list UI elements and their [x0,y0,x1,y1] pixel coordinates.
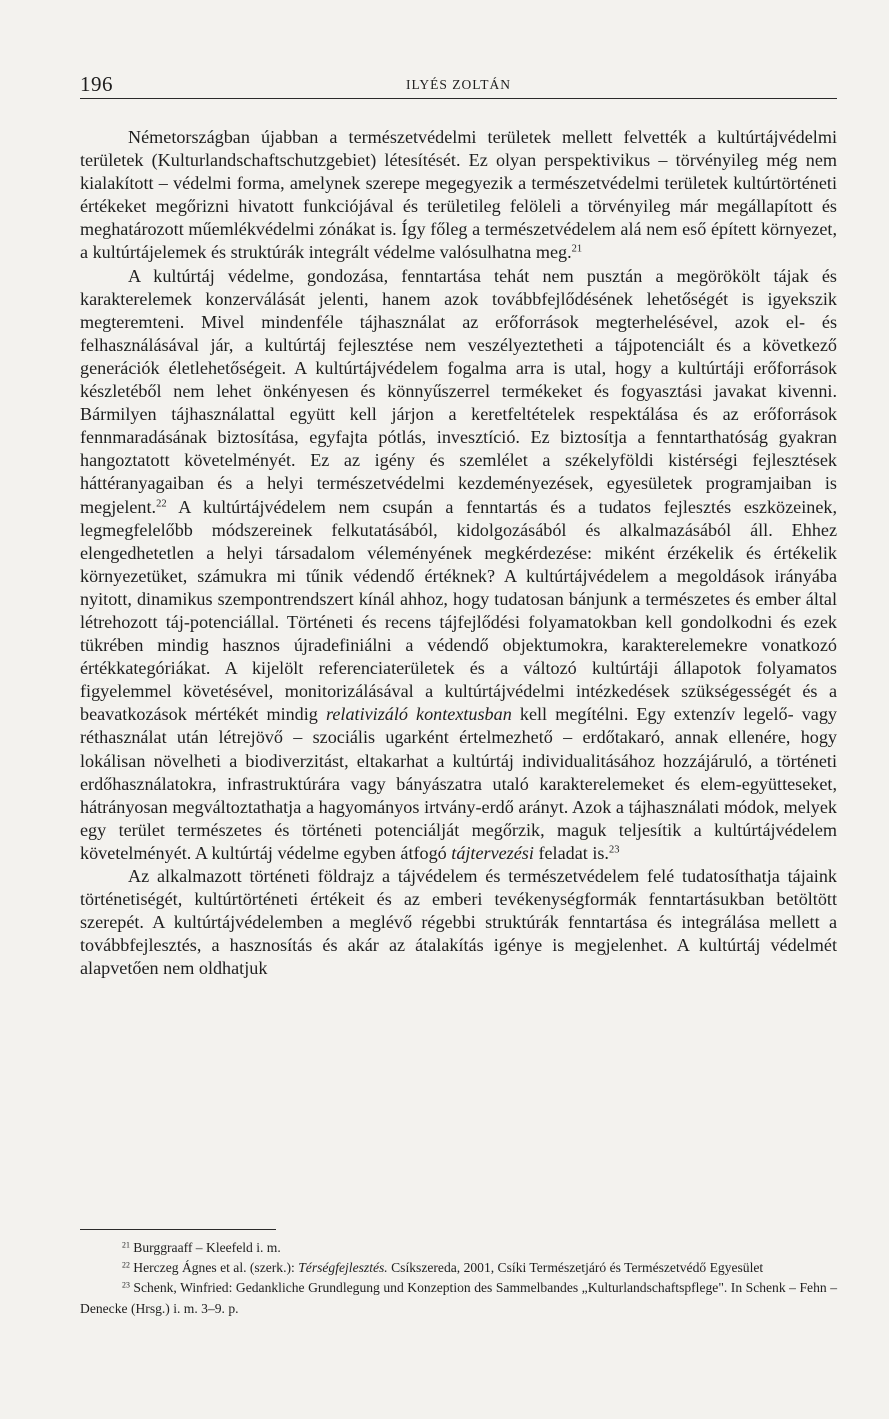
body-text [80,126,837,980]
text-run: Csíkszereda, 2001, Csíki Természetjáró és Természetvédő Egyesület [387,1260,764,1276]
footnote-reference: 23 [608,844,620,856]
text-run: Németországban újabban a természetvédelmi területek mellett felvették a kultúrtájvédelmi területek (Kulturlandschaftschutzgebiet) létesítését. Ez olyan perspektivikus – törvényileg még nem kialakított – védelmi forma, amelynek szerepe megegyezik a természetvédelmi területek kultúrtörténeti értékeket megőrizni hivatott funkciójával és területileg felöleli a törvényileg már megállapított és meghatározott műemlékvédelmi zónákat is. Így főleg a természetvédelem alá nem eső épített környezet, a kultúrtájelemek és struktúrák integrált védelme valósulhatna meg. [80,127,837,263]
text-run: kell megítélni. Egy extenzív legelő- vagy réthasználat után létrejövő – szociális ugarként értelmezhető – erdőtakaró, annak ellenére, hogy lokálisan növelheti a biodiverzitást, eltakarhat a kultúrtáj individualitásához hozzájáruló, a történeti erdőhasználatokra, infrastruktúrára vagy bányászatra utaló karakterelemeket és elem-együtteseket, hátrányosan megváltoztathatja a hagyományos irtvány-erdő arányt. Azok a tájhasználati módok, melyek egy terület természetes és történeti potenciálját megőrzik, maguk teljesítik a kultúrtájvédelem követelményét. A kultúrtáj védelme egyben átfogó [80,704,837,863]
page-number: 196 [80,72,113,96]
footnote-reference: 22 [156,498,167,510]
paragraph [80,865,837,980]
footnote-reference: 21 [122,1240,130,1250]
footnote-separator [80,1229,276,1230]
footnote [80,1238,837,1258]
italic-text: tájtervezési [451,842,534,863]
footnotes [80,1238,837,1319]
footnote-reference: 23 [122,1280,130,1290]
italic-text: Térségfejlesztés. [298,1260,388,1276]
text-run: feladat is. [533,842,609,863]
text-run: Herczeg Ágnes et al. (szerk.): [129,1260,299,1276]
text-run: Schenk, Winfried: Gedankliche Grundlegung und Konzeption des Sammelbandes „Kulturlandschaftspflege". In Schenk – Fehn – Denecke (Hrsg.) i. m. 3–9. p. [80,1280,837,1316]
text-run: Az alkalmazott történeti földrajz a tájvédelem és természetvédelem felé tudatosíthatja tájaink történetiségét, kultúrtörténeti értékeit és az emberi tevékenységformák fenntartásukban betöltött szerepét. A kultúrtájvédelemben a meglévő régebbi struktúrák fenntartása és integrálása mellett a továbbfejlesztés, a hasznosítás és akár az átalakítás igénye is megjelenhet. A kultúrtáj védelmét alapvetően nem oldhatjuk [80,866,837,979]
page-header [80,70,837,99]
footnote-reference: 22 [122,1260,130,1270]
paragraph [80,265,837,865]
footnote [80,1278,837,1318]
running-head-author: ILYÉS ZOLTÁN [405,77,512,92]
text-run: A kultúrtáj védelme, gondozása, fenntartása tehát nem pusztán a megörökölt tájak és karakterelemek konzerválását jelenti, hanem azok továbbfejlődésének lehetőségét is igyekszik megteremteni. Mivel mindenféle tájhasználat az erőforrások megterhelésével, azok el- és felhasználásával jár, a kultúrtáj fejlesztése nem veszélyeztetheti a tájpotenciált és a következő generációk életlehetőségeit. A kultúrtájvédelem fogalma arra is utal, hogy a kultúrtáji erőforrások készletéből nem lehet önkényesen és könnyűszerrel termékeket és fogyasztási javakat kivenni. Bármilyen tájhasználattal együtt kell járjon a keretfeltételek respektálása és az erőforrások fennmaradásának biztosítása, egyfajta pótlás, invesztíció. Ez biztosítja a fenntarthatóság gyakran hangoztatott követelményét. Ez az igény és szemlélet a székelyföldi kistérségi fejlesztések háttéranyagaiban és a helyi természetvédelmi kezdeményezések, egyesületek programjaiban is megjelent. [80,265,837,517]
text-run: Burggraaff – Kleefeld i. m. [129,1240,281,1255]
text-run: A kultúrtájvédelem nem csupán a fenntartás és a tudatos fejlesztés eszközeinek, legmegfelelőbb módszereinek felkutatásából, kidolgozásából és alkalmazásából áll. Ehhez elengedhetetlen a helyi társadalom véleményének megkérdezése: miként érzékelik és értékelik környezetüket, számukra mi tűnik védendő értéknek? A kultúrtájvédelem a megoldások irányába nyitott, dinamikus szempontrendszert kínál ahhoz, hogy tudatosan bánjunk a természetes és ember által létrehozott táj-potenciállal. Történeti és recens tájfejlődési folyamatokban kell gondolkodni és ezek tükrében mindig hasznos újradefiniálni a védendő objektumokra, karakterelemekre vonatkozó értékkategóriákat. A kijelölt referenciaterületek és a változó kultúrtáji állapotok folyamatos figyelemmel követésével, monitorizálásával a kultúrtájvédelmi intézkedések szükségességét és a beavatkozások mértékét mindig [80,496,837,725]
footnote-reference: 21 [571,244,583,256]
italic-text: relativizáló kontextusban [325,704,512,725]
paragraph [80,126,837,265]
footnote [80,1258,837,1278]
